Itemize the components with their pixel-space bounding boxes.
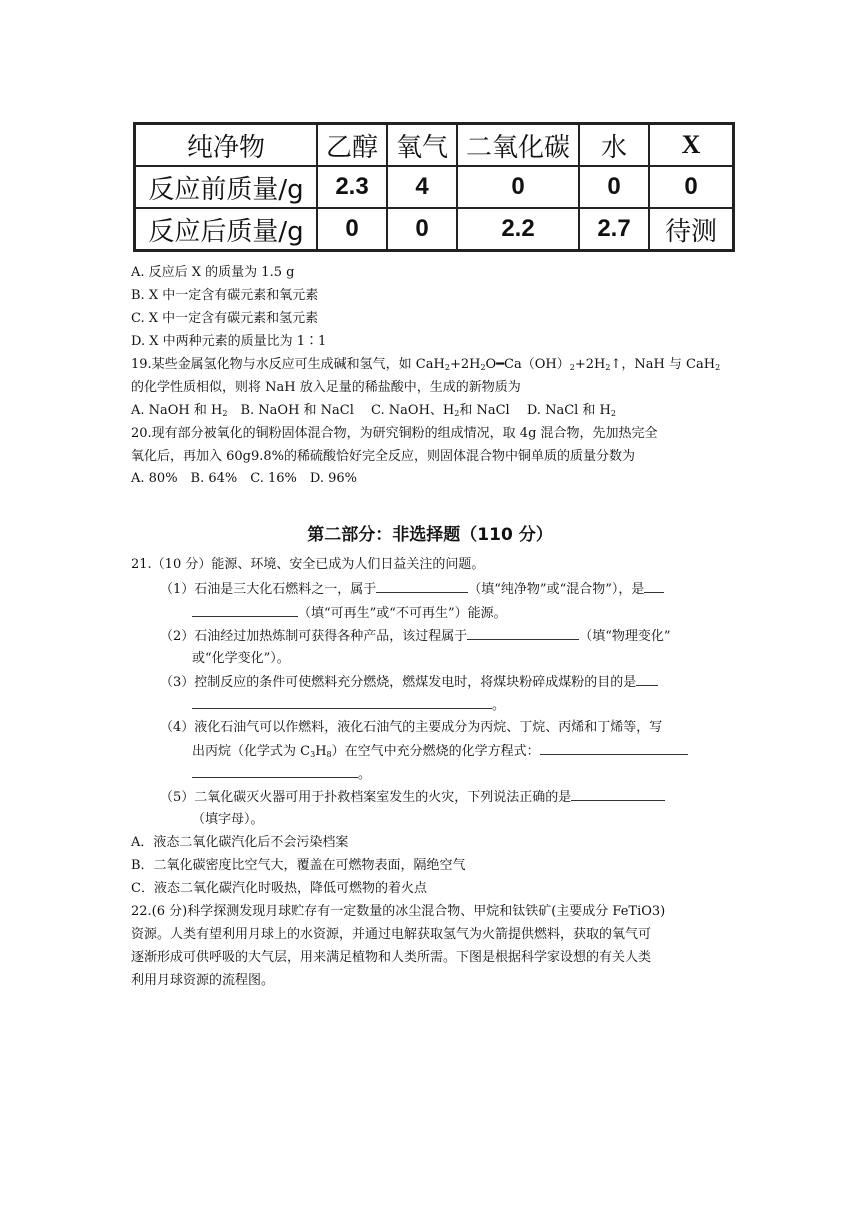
q22-stem-line4: 利用月球资源的流程图。: [131, 973, 275, 988]
q19-text: B. NaOH 和 NaCl C. NaOH、H: [227, 403, 455, 418]
answer-blank[interactable]: [192, 604, 298, 617]
q21-text: （填“纯净物”或“混合物”），是: [468, 582, 645, 597]
answer-blank[interactable]: [571, 788, 665, 801]
q21-part1-line2: [192, 604, 507, 622]
q18-option-c: C. X 中一定含有碳元素和氢元素: [131, 311, 319, 326]
q19-stem-line1: [131, 356, 720, 376]
table-cell: 0: [317, 208, 387, 251]
table-cell: 待测: [649, 208, 734, 251]
table-cell: 0: [387, 208, 457, 251]
table-cell: 纯净物: [135, 124, 318, 167]
subscript: 2: [444, 363, 450, 372]
q21-text: （5）二氧化碳灭火器可用于扑救档案室发生的火灾，下列说法正确的是: [160, 790, 572, 805]
subscript: 2: [480, 363, 486, 372]
q21-part3-line2: [192, 696, 505, 714]
q19-text: +2H: [574, 357, 606, 372]
table-cell: 氧气: [387, 124, 457, 167]
q21-text: 。: [492, 698, 506, 713]
q20-stem-line1: 20.现有部分被氧化的铜粉固体混合物，为研究铜粉的组成情况，取 4g 混合物，先加热完全: [131, 426, 658, 441]
q18-option-a: A. 反应后 X 的质量为 1.5 g: [131, 265, 295, 280]
q22-stem-line2: 资源。人类有望利用月球上的水资源，并通过电解获取氢气为火箭提供燃料，获取的氧气可: [131, 927, 652, 942]
q20-options: A. 80% B. 64% C. 16% D. 96%: [131, 471, 358, 486]
q21-text: H: [315, 744, 327, 759]
subscript: 8: [326, 750, 332, 759]
q21-part5-line1: [160, 788, 665, 806]
q20-stem-line2: 氧化后，再加入 60g9.8%的稀硫酸恰好完全反应，则固体混合物中铜单质的质量分数为: [131, 449, 636, 464]
answer-blank[interactable]: [192, 765, 358, 778]
subscript: 3: [310, 750, 316, 759]
answer-blank[interactable]: [540, 742, 688, 755]
q21-part4-line1: （4）液化石油气可以作燃料，液化石油气的主要成分为丙烷、丁烷、丙烯和丁烯等，写: [160, 720, 663, 735]
q21-part2-line1: [160, 627, 671, 645]
answer-blank[interactable]: [467, 627, 579, 640]
q21-option-a: A．液态二氧化碳汽化后不会污染档案: [131, 835, 349, 850]
table-cell: 2.3: [317, 166, 387, 208]
table-cell: 0: [649, 166, 734, 208]
table-cell: 反应后质量/g: [135, 208, 318, 251]
table-cell: 2.7: [579, 208, 649, 251]
q19-text: ↑，NaH 与 CaH: [610, 357, 716, 372]
q21-text: （填“可再生”或“不可再生”）能源。: [298, 606, 507, 621]
q19-text: 和 NaCl D. NaCl 和 H: [459, 403, 611, 418]
q19-text: 19.某些金属氢化物与水反应可生成碱和氢气，如 CaH: [131, 357, 445, 372]
q21-stem: 21.（10 分）能源、环境、安全已成为人们日益关注的问题。: [131, 557, 485, 572]
subscript: 2: [715, 363, 721, 372]
table-row: [135, 166, 734, 208]
table-cell: 4: [387, 166, 457, 208]
q19-options: [131, 402, 616, 422]
q21-text: （3）控制反应的条件可使燃料充分燃烧，燃煤发电时，将煤块粉碎成煤粉的目的是: [160, 675, 637, 690]
q21-part2-line2: 或“化学变化”）。: [192, 651, 290, 666]
q21-text: （填“物理变化”: [579, 629, 671, 644]
table-row: [135, 208, 734, 251]
q21-part4-line3: [192, 765, 371, 783]
answer-blank[interactable]: [644, 580, 664, 593]
mass-table: [133, 122, 735, 252]
table-cell: 二氧化碳: [457, 124, 579, 167]
table-cell: 2.2: [457, 208, 579, 251]
q19-stem-line2: 的化学性质相似，则将 NaH 放入足量的稀盐酸中，生成的新物质为: [131, 380, 521, 395]
answer-blank[interactable]: [376, 580, 468, 593]
q21-option-c: C．液态二氧化碳汽化时吸热，降低可燃物的着火点: [131, 881, 427, 896]
table-cell: 反应前质量/g: [135, 166, 318, 208]
q21-part5-line2: （填字母）。: [192, 812, 264, 827]
subscript: 2: [454, 409, 460, 418]
subscript: 2: [222, 409, 228, 418]
q21-part3-line1: [160, 673, 658, 691]
subscript: 2: [610, 409, 616, 418]
table-cell: X: [649, 124, 734, 167]
answer-blank[interactable]: [636, 673, 658, 686]
q22-stem-line1: 22.(6 分)科学探测发现月球贮存有一定数量的冰尘混合物、甲烷和钛铁矿(主要成分 FeTiO3): [131, 904, 666, 919]
table-cell: 0: [457, 166, 579, 208]
q18-option-b: B. X 中一定含有碳元素和氧元素: [131, 288, 319, 303]
table-cell: 乙醇: [317, 124, 387, 167]
q21-text: ）在空气中充分燃烧的化学方程式：: [331, 744, 540, 759]
table-cell: 水: [579, 124, 649, 167]
subscript: 2: [569, 363, 575, 372]
section-title: 第二部分：非选择题（110 分）: [307, 525, 553, 545]
q21-text: （2）石油经过加热炼制可获得各种产品，该过程属于: [160, 629, 468, 644]
q21-option-b: B．二氧化碳密度比空气大，覆盖在可燃物表面，隔绝空气: [131, 858, 466, 873]
q21-text: （1）石油是三大化石燃料之一，属于: [160, 582, 377, 597]
answer-blank[interactable]: [192, 696, 492, 709]
q22-stem-line3: 逐渐形成可供呼吸的大气层，用来满足植物和人类所需。下图是根据科学家设想的有关人类: [131, 950, 652, 965]
q19-text: A. NaOH 和 H: [131, 403, 223, 418]
table-header-row: [135, 124, 734, 167]
q21-text: 。: [358, 767, 372, 782]
q21-part4-line2: [192, 742, 688, 763]
q18-option-d: D. X 中两种元素的质量比为 1∶1: [131, 334, 327, 349]
table-cell: 0: [579, 166, 649, 208]
subscript: 2: [605, 363, 611, 372]
q21-text: 出丙烷（化学式为 C: [192, 744, 311, 759]
q21-part1-line1: [160, 580, 664, 598]
q19-text: +2H: [449, 357, 481, 372]
q19-text: O━Ca（OH）: [485, 357, 570, 372]
